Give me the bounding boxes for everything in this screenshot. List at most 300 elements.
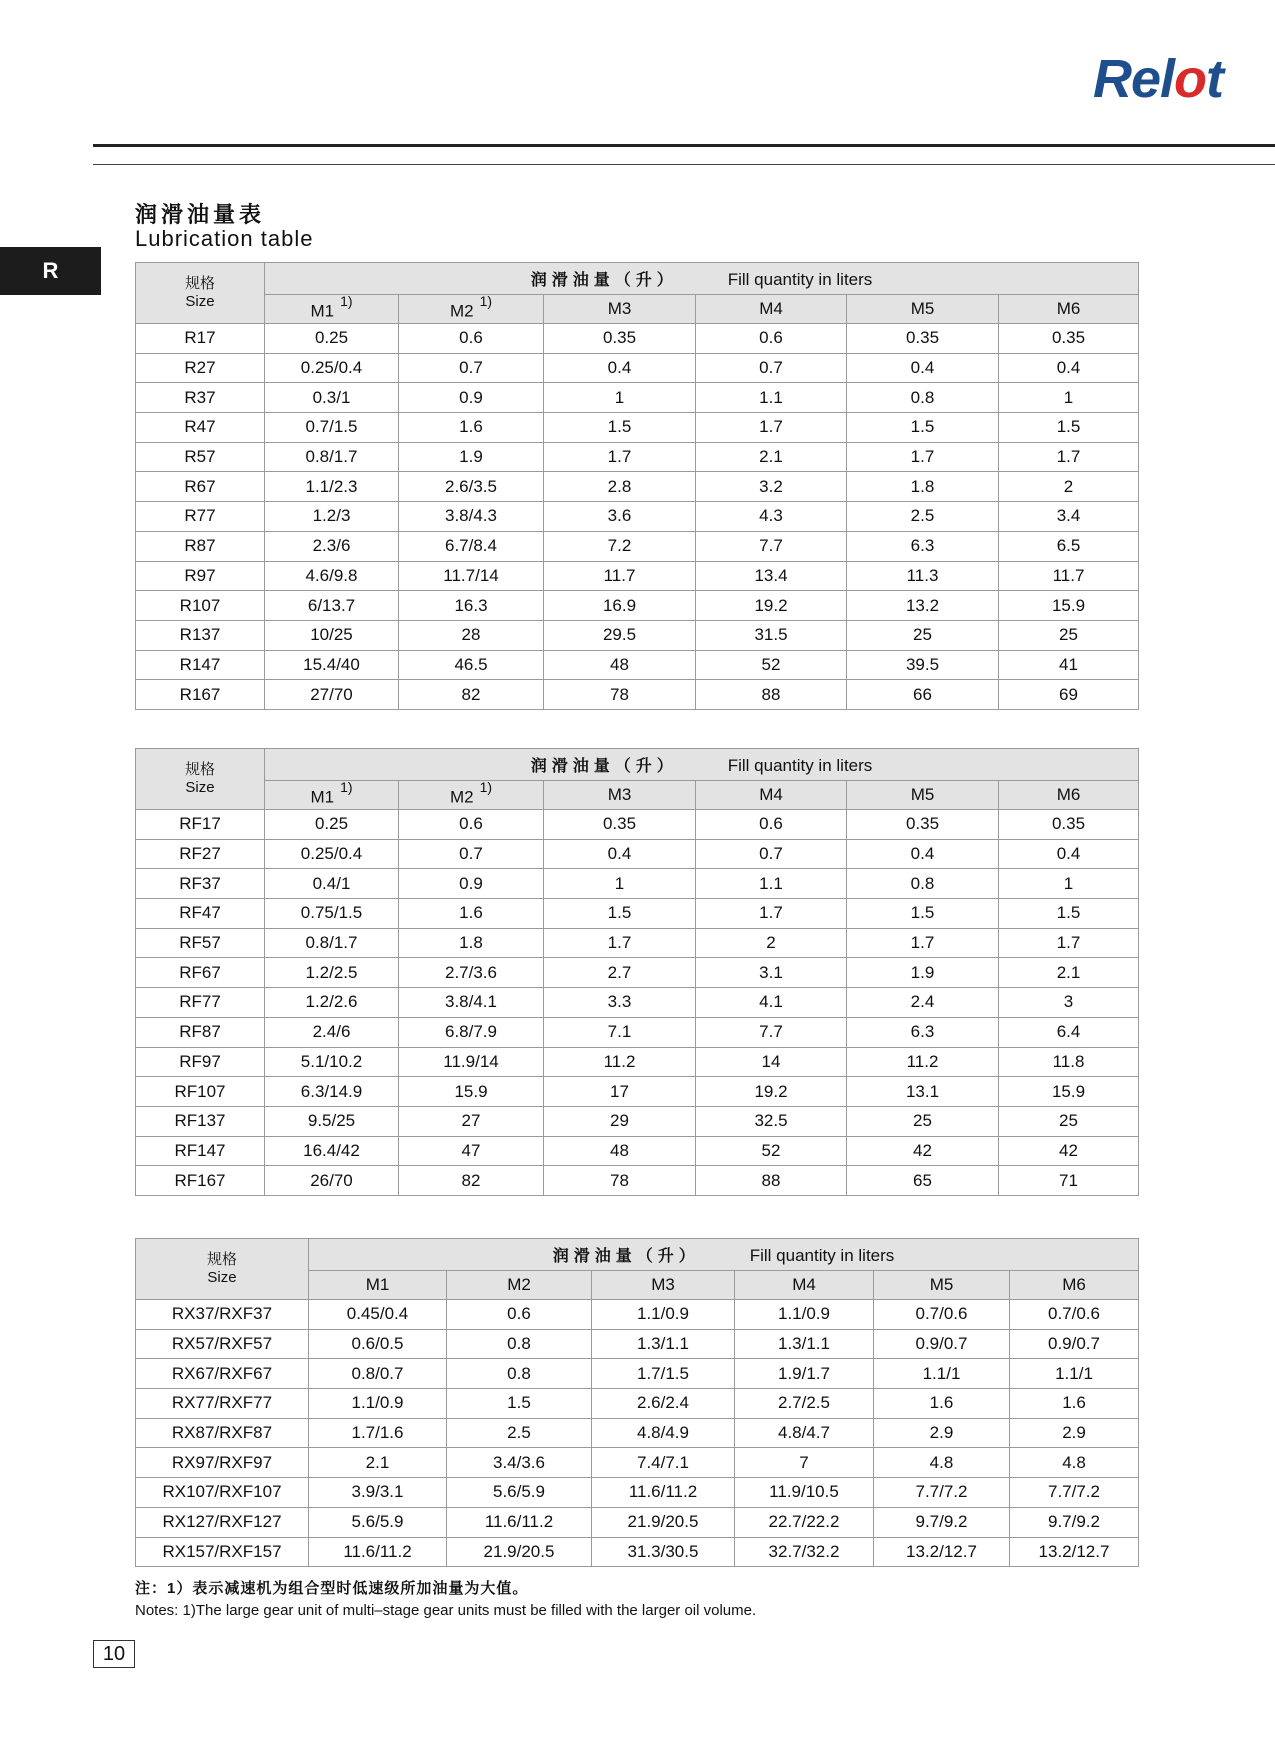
value-cell: 17 [544,1077,696,1107]
size-cell: RF67 [136,958,265,988]
value-cell: 2.1 [696,442,847,472]
size-cell: RX87/RXF87 [136,1418,309,1448]
value-cell: 1.1/0.9 [735,1300,874,1330]
table-row [136,958,1139,988]
value-cell: 6/13.7 [265,591,399,621]
value-cell: 0.35 [999,324,1139,354]
table-row [136,680,1139,710]
value-cell: 1.8 [847,472,999,502]
value-cell: 2.7 [544,958,696,988]
value-cell: 0.8 [447,1329,592,1359]
value-cell: 15.9 [999,1077,1139,1107]
size-cell: R147 [136,650,265,680]
value-cell: 27 [399,1106,544,1136]
value-cell: 47 [399,1136,544,1166]
value-cell: 69 [999,680,1139,710]
value-cell: 11.6/11.2 [447,1507,592,1537]
value-cell: 15.9 [999,591,1139,621]
size-cell: R57 [136,442,265,472]
table-row [136,324,1139,354]
value-cell: 0.8/0.7 [309,1359,447,1389]
value-cell: 15.4/40 [265,650,399,680]
value-cell: 0.8 [447,1359,592,1389]
value-cell: 1.3/1.1 [735,1329,874,1359]
column-header: M4 [696,781,847,810]
size-cell: R167 [136,680,265,710]
size-cell: R107 [136,591,265,621]
value-cell: 66 [847,680,999,710]
value-cell: 10/25 [265,620,399,650]
size-cell: RX107/RXF107 [136,1478,309,1508]
table-body [136,1300,1139,1567]
value-cell: 9.7/9.2 [874,1507,1010,1537]
table-row [136,1537,1139,1567]
value-cell: 6.5 [999,531,1139,561]
size-cell: RF97 [136,1047,265,1077]
value-cell: 1.1/1 [1010,1359,1139,1389]
value-cell: 7.1 [544,1017,696,1047]
value-cell: 3.3 [544,988,696,1018]
table-row [136,620,1139,650]
value-cell: 13.1 [847,1077,999,1107]
value-cell: 13.2/12.7 [874,1537,1010,1567]
notes [135,1578,756,1622]
table-row [136,650,1139,680]
value-cell: 7.2 [544,531,696,561]
value-cell: 16.3 [399,591,544,621]
value-cell: 25 [847,620,999,650]
value-cell: 1.8 [399,928,544,958]
value-cell: 11.9/14 [399,1047,544,1077]
value-cell: 0.8 [847,383,999,413]
footnote-mark: 1) [479,292,493,309]
value-cell: 9.5/25 [265,1106,399,1136]
size-cell: R47 [136,413,265,443]
value-cell: 0.25/0.4 [265,353,399,383]
size-cell: RF147 [136,1136,265,1166]
value-cell: 21.9/20.5 [592,1507,735,1537]
value-cell: 11.3 [847,561,999,591]
size-cell: R17 [136,324,265,354]
value-cell: 1.5 [447,1389,592,1419]
value-cell: 11.6/11.2 [309,1537,447,1567]
value-cell: 0.7 [696,353,847,383]
value-cell: 1.1 [696,869,847,899]
size-cell: RF167 [136,1166,265,1196]
column-header: M5 [847,295,999,324]
value-cell: 22.7/22.2 [735,1507,874,1537]
size-cell: RF17 [136,810,265,840]
value-cell: 0.7 [696,839,847,869]
size-cell: RF87 [136,1017,265,1047]
value-cell: 4.8/4.7 [735,1418,874,1448]
value-cell: 13.4 [696,561,847,591]
value-cell: 11.8 [999,1047,1139,1077]
value-cell: 11.7 [544,561,696,591]
value-cell: 1.7 [544,442,696,472]
value-cell: 1.6 [1010,1389,1139,1419]
value-cell: 1.6 [399,899,544,929]
value-cell: 4.8 [1010,1448,1139,1478]
fill-quantity-header: 润滑油量（升） Fill quantity in liters [265,749,1139,781]
value-cell: 78 [544,1166,696,1196]
page-title-cn: 润滑油量表 [135,202,266,227]
value-cell: 0.8/1.7 [265,442,399,472]
page-number: 10 [93,1640,135,1668]
value-cell: 0.4 [999,353,1139,383]
value-cell: 46.5 [399,650,544,680]
value-cell: 3.2 [696,472,847,502]
value-cell: 0.7/0.6 [1010,1300,1139,1330]
table-row [136,1106,1139,1136]
fill-quantity-header: 润滑油量（升） Fill quantity in liters [265,263,1139,295]
value-cell: 15.9 [399,1077,544,1107]
value-cell: 2.4/6 [265,1017,399,1047]
page-title-en: Lubrication table [135,226,314,251]
value-cell: 0.6 [399,810,544,840]
value-cell: 2.5 [447,1418,592,1448]
table-row [136,1329,1139,1359]
size-cell: RX97/RXF97 [136,1448,309,1478]
value-cell: 4.8 [874,1448,1010,1478]
value-cell: 0.9/0.7 [1010,1329,1139,1359]
size-cell: RF77 [136,988,265,1018]
size-cell: RF137 [136,1106,265,1136]
column-header: M6 [1010,1271,1139,1300]
value-cell: 7.7/7.2 [1010,1478,1139,1508]
value-cell: 1.7 [847,928,999,958]
table-row [136,383,1139,413]
value-cell: 1.5 [847,413,999,443]
note-cn: 注：1）表示减速机为组合型时低速级所加油量为大值。 [135,1580,529,1597]
table-row [136,1077,1139,1107]
size-header: 规格 Size [136,1239,309,1300]
table-row [136,1418,1139,1448]
value-cell: 1.9 [847,958,999,988]
value-cell: 3.9/3.1 [309,1478,447,1508]
size-cell: R27 [136,353,265,383]
value-cell: 0.25/0.4 [265,839,399,869]
value-cell: 0.7/1.5 [265,413,399,443]
table-body [136,810,1139,1196]
value-cell: 21.9/20.5 [447,1537,592,1567]
value-cell: 3.4 [999,502,1139,532]
value-cell: 0.6 [399,324,544,354]
value-cell: 2.1 [309,1448,447,1478]
value-cell: 7.4/7.1 [592,1448,735,1478]
value-cell: 11.9/10.5 [735,1478,874,1508]
value-cell: 0.75/1.5 [265,899,399,929]
value-cell: 1.9 [399,442,544,472]
table-row [136,810,1139,840]
size-cell: RX157/RXF157 [136,1537,309,1567]
value-cell: 29 [544,1106,696,1136]
value-cell: 3.8/4.3 [399,502,544,532]
value-cell: 1.6 [874,1389,1010,1419]
table-row [136,1166,1139,1196]
table-row [136,1448,1139,1478]
value-cell: 42 [999,1136,1139,1166]
value-cell: 2.1 [999,958,1139,988]
column-header: M3 [544,295,696,324]
size-cell: RX77/RXF77 [136,1389,309,1419]
value-cell: 41 [999,650,1139,680]
value-cell: 6.3 [847,1017,999,1047]
value-cell: 71 [999,1166,1139,1196]
value-cell: 78 [544,680,696,710]
value-cell: 7.7/7.2 [874,1478,1010,1508]
table-row [136,1478,1139,1508]
value-cell: 39.5 [847,650,999,680]
value-cell: 2.9 [874,1418,1010,1448]
value-cell: 1.5 [999,413,1139,443]
value-cell: 5.1/10.2 [265,1047,399,1077]
table-row [136,1300,1139,1330]
value-cell: 11.6/11.2 [592,1478,735,1508]
value-cell: 0.25 [265,324,399,354]
value-cell: 0.25 [265,810,399,840]
value-cell: 7.7 [696,1017,847,1047]
table-row [136,1359,1139,1389]
value-cell: 25 [999,620,1139,650]
header-rule-bottom [93,164,1275,165]
value-cell: 2.4 [847,988,999,1018]
value-cell: 1.2/2.5 [265,958,399,988]
value-cell: 1 [544,383,696,413]
value-cell: 14 [696,1047,847,1077]
column-header: M2$^{1)}$ [399,295,544,324]
value-cell: 0.35 [999,810,1139,840]
value-cell: 2.5 [847,502,999,532]
lubrication-table-rx [135,1238,1139,1567]
table-row [136,1017,1139,1047]
size-cell: R77 [136,502,265,532]
value-cell: 0.4 [847,353,999,383]
value-cell: 48 [544,650,696,680]
size-cell: RF57 [136,928,265,958]
value-cell: 1.5 [999,899,1139,929]
header-rule-top [93,144,1275,147]
table-row [136,353,1139,383]
value-cell: 5.6/5.9 [447,1478,592,1508]
value-cell: 6.3/14.9 [265,1077,399,1107]
value-cell: 0.9/0.7 [874,1329,1010,1359]
value-cell: 0.4 [544,839,696,869]
column-header: M1$^{1)}$ [265,295,399,324]
size-cell: R97 [136,561,265,591]
value-cell: 11.2 [847,1047,999,1077]
size-cell: RX127/RXF127 [136,1507,309,1537]
value-cell: 1.7 [696,899,847,929]
value-cell: 0.35 [847,810,999,840]
value-cell: 1.7/1.6 [309,1418,447,1448]
value-cell: 1.1 [696,383,847,413]
table-row [136,839,1139,869]
value-cell: 1.1/2.3 [265,472,399,502]
table-row [136,988,1139,1018]
value-cell: 0.6/0.5 [309,1329,447,1359]
column-header: M4 [696,295,847,324]
value-cell: 32.7/32.2 [735,1537,874,1567]
lubrication-table-rf [135,748,1139,1196]
section-tab: R [0,247,101,295]
value-cell: 0.8 [847,869,999,899]
value-cell: 29.5 [544,620,696,650]
value-cell: 31.5 [696,620,847,650]
table-row [136,1389,1139,1419]
value-cell: 1.1/0.9 [309,1389,447,1419]
value-cell: 1.6 [399,413,544,443]
value-cell: 2.8 [544,472,696,502]
value-cell: 1.7 [999,442,1139,472]
value-cell: 11.7/14 [399,561,544,591]
value-cell: 1.7 [999,928,1139,958]
table-row [136,413,1139,443]
value-cell: 2.9 [1010,1418,1139,1448]
value-cell: 4.3 [696,502,847,532]
value-cell: 7.7 [696,531,847,561]
value-cell: 6.3 [847,531,999,561]
value-cell: 48 [544,1136,696,1166]
size-header: 规格 Size [136,263,265,324]
column-header: M3 [544,781,696,810]
size-cell: R37 [136,383,265,413]
size-cell: RF27 [136,839,265,869]
value-cell: 0.6 [696,810,847,840]
value-cell: 0.6 [696,324,847,354]
table-row [136,928,1139,958]
value-cell: 42 [847,1136,999,1166]
value-cell: 25 [999,1106,1139,1136]
value-cell: 6.8/7.9 [399,1017,544,1047]
value-cell: 1.7 [544,928,696,958]
size-cell: R87 [136,531,265,561]
value-cell: 2.3/6 [265,531,399,561]
table-row [136,869,1139,899]
value-cell: 0.35 [544,810,696,840]
value-cell: 6.7/8.4 [399,531,544,561]
value-cell: 1 [999,383,1139,413]
value-cell: 11.7 [999,561,1139,591]
value-cell: 0.9 [399,869,544,899]
value-cell: 0.7 [399,839,544,869]
column-header: M5 [847,781,999,810]
value-cell: 19.2 [696,591,847,621]
value-cell: 16.9 [544,591,696,621]
value-cell: 3.8/4.1 [399,988,544,1018]
value-cell: 0.45/0.4 [309,1300,447,1330]
value-cell: 1.2/3 [265,502,399,532]
value-cell: 26/70 [265,1166,399,1196]
size-cell: RX57/RXF57 [136,1329,309,1359]
value-cell: 0.8/1.7 [265,928,399,958]
value-cell: 88 [696,1166,847,1196]
value-cell: 1.5 [847,899,999,929]
footnote-mark: 1) [340,292,353,309]
fill-quantity-header: 润滑油量（升） Fill quantity in liters [309,1239,1139,1271]
size-cell: RX37/RXF37 [136,1300,309,1330]
column-header: M2$^{1)}$ [399,781,544,810]
table-row [136,1047,1139,1077]
value-cell: 1.3/1.1 [592,1329,735,1359]
value-cell: 1.7 [847,442,999,472]
value-cell: 9.7/9.2 [1010,1507,1139,1537]
value-cell: 2 [696,928,847,958]
column-header: M1 [309,1271,447,1300]
value-cell: 1.9/1.7 [735,1359,874,1389]
value-cell: 0.6 [447,1300,592,1330]
value-cell: 0.9 [399,383,544,413]
value-cell: 11.2 [544,1047,696,1077]
column-header: M6 [999,781,1139,810]
column-header: M1$^{1)}$ [265,781,399,810]
value-cell: 3.6 [544,502,696,532]
table-row [136,442,1139,472]
value-cell: 1.1/1 [874,1359,1010,1389]
value-cell: 52 [696,1136,847,1166]
value-cell: 1.5 [544,413,696,443]
column-header: M4 [735,1271,874,1300]
value-cell: 1.5 [544,899,696,929]
value-cell: 1 [544,869,696,899]
value-cell: 7 [735,1448,874,1478]
table-row [136,502,1139,532]
column-header: M6 [999,295,1139,324]
value-cell: 2.7/2.5 [735,1389,874,1419]
value-cell: 4.1 [696,988,847,1018]
value-cell: 88 [696,680,847,710]
size-cell: RX67/RXF67 [136,1359,309,1389]
table-body [136,324,1139,710]
size-cell: R137 [136,620,265,650]
value-cell: 1.7/1.5 [592,1359,735,1389]
value-cell: 3.1 [696,958,847,988]
value-cell: 0.4 [999,839,1139,869]
value-cell: 2.6/2.4 [592,1389,735,1419]
size-header: 规格 Size [136,749,265,810]
value-cell: 1.1/0.9 [592,1300,735,1330]
value-cell: 2 [999,472,1139,502]
table-row [136,561,1139,591]
size-cell: RF37 [136,869,265,899]
value-cell: 0.7 [399,353,544,383]
value-cell: 0.35 [847,324,999,354]
value-cell: 0.4 [544,353,696,383]
value-cell: 25 [847,1106,999,1136]
table-row [136,591,1139,621]
value-cell: 13.2 [847,591,999,621]
value-cell: 28 [399,620,544,650]
table-row [136,531,1139,561]
value-cell: 82 [399,1166,544,1196]
value-cell: 16.4/42 [265,1136,399,1166]
value-cell: 0.4/1 [265,869,399,899]
value-cell: 65 [847,1166,999,1196]
value-cell: 27/70 [265,680,399,710]
value-cell: 0.4 [847,839,999,869]
value-cell: 82 [399,680,544,710]
value-cell: 5.6/5.9 [309,1507,447,1537]
table-row [136,899,1139,929]
column-header: M5 [874,1271,1010,1300]
brand-logo: Relot [1092,49,1223,109]
size-cell: RF47 [136,899,265,929]
value-cell: 1.7 [696,413,847,443]
table-row [136,472,1139,502]
value-cell: 0.35 [544,324,696,354]
footnote-mark: 1) [479,778,493,795]
value-cell: 13.2/12.7 [1010,1537,1139,1567]
